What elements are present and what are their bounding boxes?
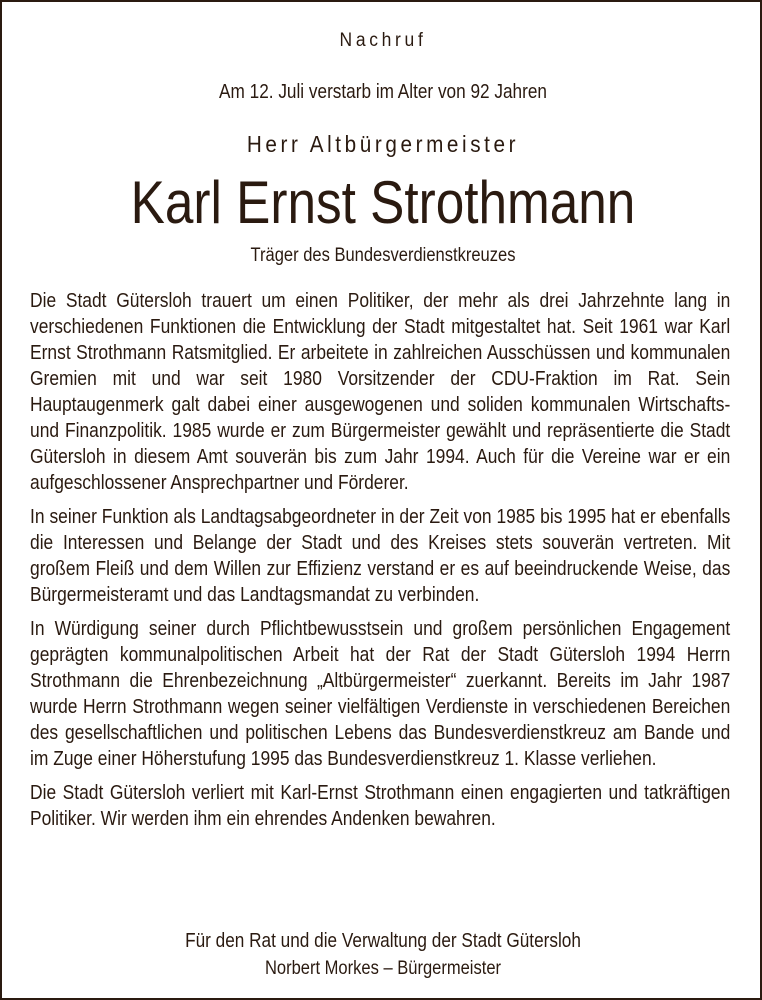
notice-intro: Am 12. Juli verstarb im Alter von 92 Jahren xyxy=(219,81,547,103)
body-paragraph: In seiner Funktion als Landtagsabgeordneter in der Zeit von 1985 bis 1995 hat er ebenfalls die Interessen und Belange der Stadt und des Kreises stets souverän vertreten. Mit großem Fleiß und dem Willen zur Effizienz verstand er es auf beeindruckende Weise, das Bürgermeisteramt und das Landtagsmandat zu verbinden. xyxy=(30,506,731,606)
signature-name: Norbert Morkes – Bürgermeister xyxy=(264,958,502,979)
body-paragraph: In Würdigung seiner durch Pflichtbewusstsein und großem persönlichen Engagement geprägten kommunalpolitischen Arbeit hat der Rat der Stadt Gütersloh 1994 Herrn Strothmann die Ehrenbezeichnung „Altbürgermeister“ zuerkannt. Bereits im Jahr 1987 wurde Herrn Strothmann wegen seiner vielfältigen Verdienste in verschiedenen Bereichen des gesellschaftlichen und politischen Lebens das Bundesverdienstkreuz am Bande und im Zuge einer Höherstufung 1995 das Bundesverdienstkreuz 1. Klasse verliehen. xyxy=(30,618,731,770)
signature-organization: Für den Rat und die Verwaltung der Stadt Gütersloh xyxy=(185,930,581,952)
notice-honorific: Herr Altbürgermeister xyxy=(246,131,520,157)
obituary-body xyxy=(30,288,730,840)
body-paragraph: Die Stadt Gütersloh trauert um einen Politiker, der mehr als drei Jahrzehnte lang in verschiedenen Funktionen die Entwicklung der Stadt mitgestaltet hat. Seit 1961 war Karl Ernst Strothmann Ratsmitglied. Er arbeitete in zahlreichen Ausschüssen und kommunalen Gremien mit und war seit 1980 Vorsitzender der CDU-Fraktion im Rat. Sein Hauptaugenmerk galt dabei einer ausgewogenen und soliden kommunalen Wirtschafts- und Finanzpolitik. 1985 wurde er zum Bürgermeister gewählt und repräsentierte die Stadt Gütersloh in diesem Amt souverän bis zum Jahr 1994. Auch für die Vereine war er ein aufgeschlossener Ansprechpartner und Förderer. xyxy=(30,290,731,494)
notice-kicker: Nachruf xyxy=(339,30,427,51)
award-line: Träger des Bundesverdienstkreuzes xyxy=(250,245,516,266)
deceased-name: Karl Ernst Strothmann xyxy=(130,169,636,236)
body-paragraph: Die Stadt Gütersloh verliert mit Karl-Ernst Strothmann einen engagierten und tatkräftigen Politiker. Wir werden ihm ein ehrendes Andenken bewahren. xyxy=(30,782,731,830)
